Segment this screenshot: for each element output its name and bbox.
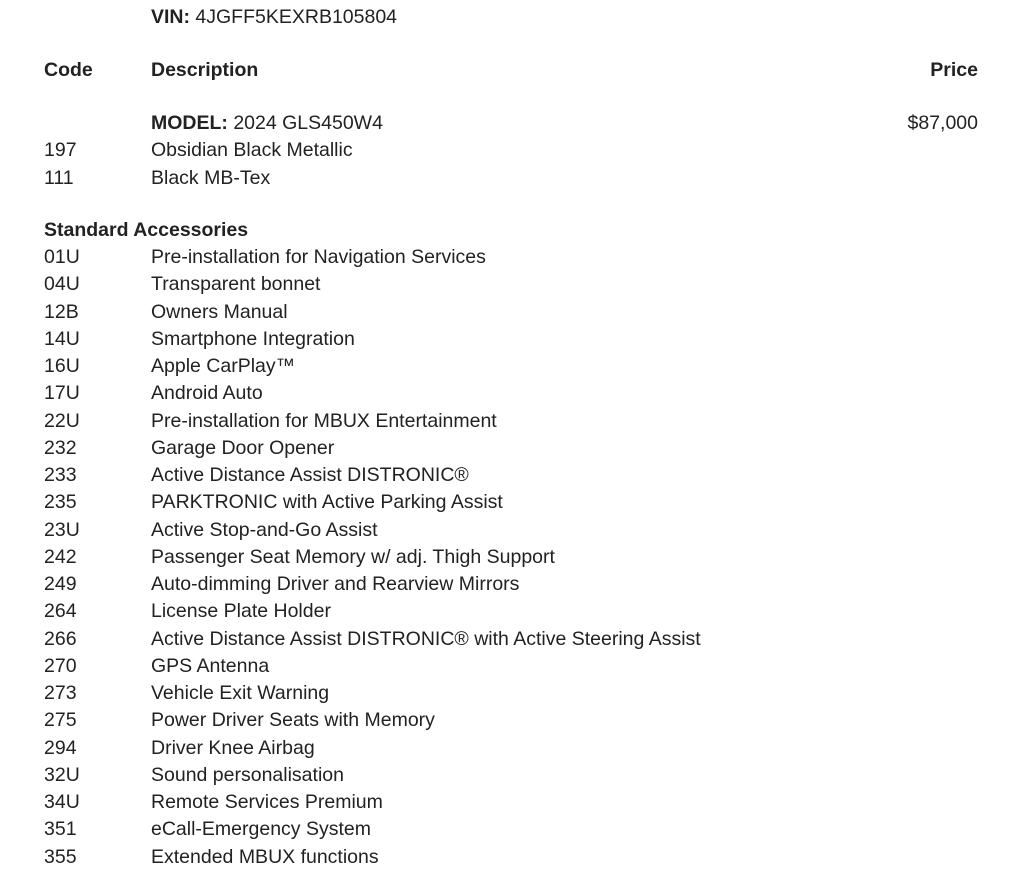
accessory-row [0, 572, 1024, 599]
accessory-row [0, 790, 1024, 817]
accessory-code: 275 [44, 709, 77, 732]
accessory-description: Apple CarPlay™ [151, 355, 296, 377]
accessory-description: Active Distance Assist DISTRONIC® [151, 464, 469, 486]
column-header-code: Code [44, 59, 93, 81]
accessory-row [0, 300, 1024, 327]
standard-accessories-title: Standard Accessories [44, 219, 249, 241]
base-item-row [0, 166, 1024, 193]
accessory-code: 355 [44, 845, 77, 868]
accessory-row [0, 272, 1024, 299]
accessory-row [0, 681, 1024, 708]
accessory-description: Owners Manual [151, 300, 288, 323]
accessory-code: 14U [44, 327, 80, 350]
accessory-description: Smartphone Integration [151, 327, 355, 350]
accessory-row [0, 599, 1024, 626]
accessory-row [0, 654, 1024, 681]
model-line [151, 111, 383, 135]
accessory-code: 235 [44, 491, 77, 514]
accessory-code: 351 [44, 818, 77, 841]
accessory-code: 04U [44, 273, 80, 296]
accessory-description: eCall-Emergency System [151, 818, 371, 841]
accessory-code: 242 [44, 545, 77, 568]
accessory-code: 16U [44, 355, 80, 377]
accessory-description: PARKTRONIC with Active Parking Assist [151, 491, 503, 514]
accessory-row [0, 845, 1024, 872]
vin-line [151, 5, 397, 29]
accessory-description: Active Stop-and-Go Assist [151, 518, 378, 541]
accessory-row [0, 545, 1024, 572]
accessory-row [0, 409, 1024, 436]
accessory-code: 266 [44, 627, 77, 650]
model-label: MODEL: [151, 112, 228, 134]
accessory-description: Driver Knee Airbag [151, 736, 315, 759]
accessory-description: Android Auto [151, 382, 263, 405]
accessory-description: Pre-installation for Navigation Services [151, 246, 486, 268]
column-header-description: Description [151, 59, 259, 81]
accessory-code: 17U [44, 382, 80, 405]
accessory-code: 232 [44, 436, 77, 459]
accessory-code: 264 [44, 600, 77, 623]
accessory-description: License Plate Holder [151, 600, 331, 623]
accessory-row [0, 463, 1024, 490]
model-price: $87,000 [907, 112, 978, 134]
accessory-code: 294 [44, 736, 77, 759]
accessory-row [0, 354, 1024, 381]
vin-value: 4JGFF5KEXRB105804 [195, 6, 398, 28]
accessory-description: Garage Door Opener [151, 436, 335, 459]
accessory-row [0, 763, 1024, 790]
accessory-row [0, 327, 1024, 354]
accessory-code: 270 [44, 654, 77, 677]
accessory-code: 273 [44, 682, 77, 704]
accessory-description: Auto-dimming Driver and Rearview Mirrors [151, 573, 520, 595]
base-item-row [0, 138, 1024, 165]
accessory-code: 22U [44, 409, 80, 432]
accessory-description: GPS Antenna [151, 654, 270, 677]
accessory-row [0, 381, 1024, 408]
item-description: Obsidian Black Metallic [151, 139, 353, 161]
model-value: 2024 GLS450W4 [233, 112, 383, 134]
accessory-row [0, 627, 1024, 654]
accessory-code: 34U [44, 791, 80, 813]
item-code: 111 [44, 167, 74, 189]
column-header-price: Price [930, 59, 978, 81]
accessory-code: 12B [44, 300, 79, 323]
accessory-description: Sound personalisation [151, 763, 344, 786]
accessory-description: Transparent bonnet [151, 273, 321, 296]
accessory-code: 32U [44, 763, 80, 786]
item-description: Black MB-Tex [151, 167, 271, 189]
accessory-description: Extended MBUX functions [151, 845, 379, 868]
accessory-row [0, 817, 1024, 844]
accessory-row [0, 708, 1024, 735]
accessory-row [0, 736, 1024, 763]
item-code: 197 [44, 139, 77, 161]
accessory-description: Power Driver Seats with Memory [151, 709, 435, 732]
accessory-code: 23U [44, 518, 80, 541]
accessory-row [0, 518, 1024, 545]
accessory-code: 249 [44, 573, 77, 595]
accessory-description: Passenger Seat Memory w/ adj. Thigh Support [151, 545, 555, 568]
accessory-row [0, 490, 1024, 517]
accessory-row [0, 436, 1024, 463]
accessory-description: Pre-installation for MBUX Entertainment [151, 409, 497, 432]
accessory-description: Active Distance Assist DISTRONIC® with Active Steering Assist [151, 627, 701, 650]
accessory-row [0, 245, 1024, 272]
accessory-code: 233 [44, 464, 77, 486]
vin-label: VIN: [151, 6, 190, 28]
accessory-description: Remote Services Premium [151, 791, 383, 813]
accessory-description: Vehicle Exit Warning [151, 682, 330, 704]
accessory-code: 01U [44, 246, 80, 268]
